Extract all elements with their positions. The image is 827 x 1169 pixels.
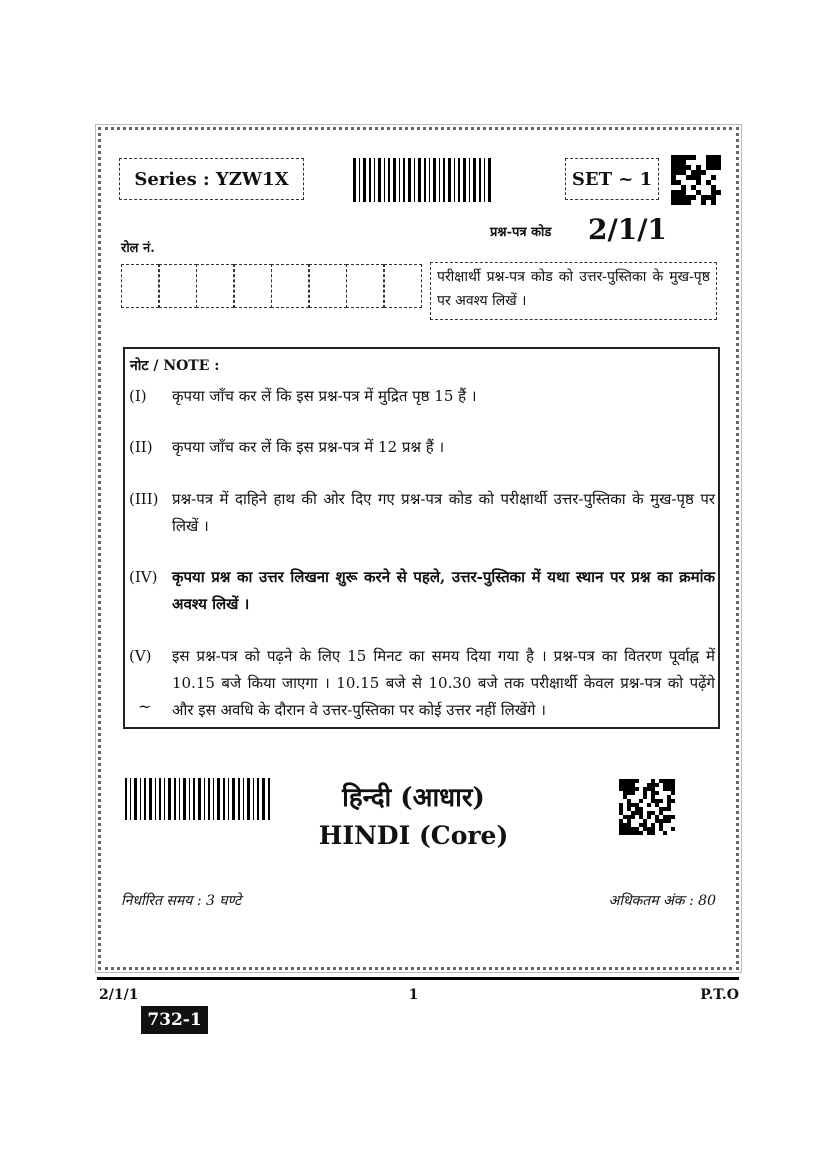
roll-number-box — [196, 264, 234, 308]
roll-number-box — [346, 264, 384, 308]
time-allowed: निर्धारित समय : 3 घण्टे — [121, 893, 242, 909]
footer-rule — [97, 977, 739, 980]
subject-qr-code — [619, 779, 675, 835]
note-item-3 — [129, 486, 715, 542]
set-box: SET ~ 1 — [565, 158, 659, 200]
note-item-text: कृपया जाँच कर लें कि इस प्रश्न-पत्र में 12 प्रश्न हैं । — [172, 438, 445, 456]
note-item-number: (I) — [129, 387, 147, 405]
roll-number-box — [234, 264, 272, 308]
note-item-5 — [129, 643, 715, 727]
note-item-number: (III) — [129, 490, 159, 508]
series-box: Series : YZW1X — [119, 158, 304, 200]
note-title: नोट / NOTE : — [130, 358, 220, 374]
exam-code-tag: 732-1 — [141, 1006, 208, 1034]
please-turn-over: P.T.O — [700, 987, 739, 1003]
paper-code-label: प्रश्न-पत्र कोड — [490, 225, 552, 240]
note-item-text: इस प्रश्न-पत्र को पढ़ने के लिए 15 मिनट का समय दिया गया है । प्रश्न-पत्र का वितरण पूर्वाह्न में 10.15 बजे किया जाएगा । 10.15 बजे से 10.30 बजे तक परीक्षार्थी केवल प्रश्न-पत्र को पढ़ेंगे और इस अवधि के दौरान वे उत्तर-पुस्तिका पर कोई उत्तर नहीं लिखेंगे । — [172, 647, 715, 719]
subject-title-hindi: हिन्दी (आधार) — [342, 783, 485, 813]
note-item-1 — [129, 383, 715, 413]
roll-number-box — [271, 264, 309, 308]
note-item-4 — [129, 564, 715, 620]
roll-number-box — [384, 264, 422, 308]
note-item-2 — [129, 434, 715, 464]
tilde-mark: ~ — [138, 697, 152, 716]
subject-title-english: HINDI (Core) — [318, 821, 509, 850]
note-item-number: (II) — [129, 438, 153, 456]
roll-number-box — [309, 264, 347, 308]
maximum-marks: अधिकतम अंक : 80 — [608, 893, 716, 909]
note-item-text: कृपया प्रश्न का उत्तर लिखना शुरू करने से पहले, उत्तर-पुस्तिका में यथा स्थान पर प्रश्न का क्रमांक अवश्य लिखें । — [172, 568, 715, 613]
roll-number-box — [121, 264, 159, 308]
page-number: 1 — [408, 987, 419, 1003]
note-item-text: प्रश्न-पत्र में दाहिने हाथ की ओर दिए गए प्रश्न-पत्र कोड को परीक्षार्थी उत्तर-पुस्तिका के मुख-पृष्ठ पर लिखें । — [172, 490, 715, 535]
paper-code-instruction: परीक्षार्थी प्रश्न-पत्र कोड को उत्तर-पुस्तिका के मुख-पृष्ठ पर अवश्य लिखें । — [430, 262, 717, 320]
roll-number-label: रोल नं. — [121, 241, 155, 256]
note-item-number: (IV) — [129, 568, 158, 586]
top-qr-code — [671, 155, 721, 205]
top-barcode — [353, 158, 494, 202]
roll-number-box — [159, 264, 197, 308]
note-item-text: कृपया जाँच कर लें कि इस प्रश्न-पत्र में मुद्रित पृष्ठ 15 हैं । — [172, 387, 477, 405]
footer-paper-code: 2/1/1 — [99, 987, 139, 1003]
note-item-number: (V) — [129, 647, 152, 665]
paper-code: 2/1/1 — [588, 213, 667, 246]
